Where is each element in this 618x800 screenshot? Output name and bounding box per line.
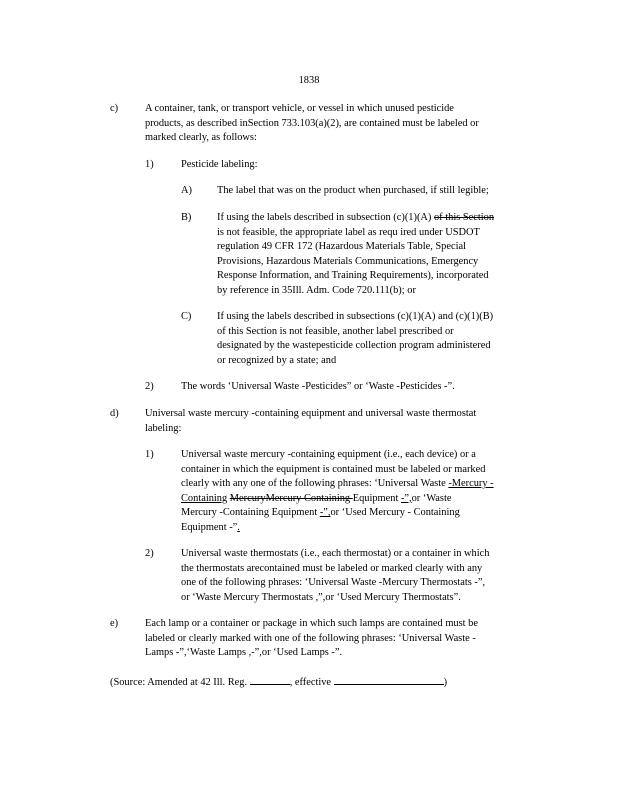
text-line: of this Section is not feasible, another label prescribed or	[217, 325, 454, 337]
text-line: Universal waste mercury -containing equipment (i.e., each device) or a	[181, 449, 476, 460]
text-line: designated by the wastepesticide collection program administered	[217, 340, 491, 352]
text-span: or ‘Used Mercury - Containing	[330, 507, 460, 519]
struck-text: of this Section	[433, 212, 495, 223]
text-line: products, as described inSection 733.103(a)(2), are contained must be labeled or	[145, 117, 479, 129]
text-line	[181, 521, 494, 536]
section-c1b-text	[217, 211, 523, 299]
text-span: or ‘Waste	[411, 492, 452, 504]
text-line: marked clearly, as follows:	[145, 132, 257, 144]
text-line: or recognized by a state; and	[217, 354, 337, 366]
section-d2-text	[181, 547, 489, 605]
struck-text: MercuryMercury Containing	[229, 492, 353, 504]
text-line: Provisions, Hazardous Materials Communications, Emergency	[217, 255, 479, 267]
text-span: Mercury -Containing Equipment	[181, 507, 320, 519]
section-d-label: d)	[110, 408, 119, 419]
section-d-intro	[145, 407, 476, 436]
text-line: by reference in 35Ill. Adm. Code 720.111(b); or	[217, 284, 416, 296]
text-span: Equipment	[352, 492, 401, 504]
text-line: container in which the equipment is contained must be labeled or marked	[181, 463, 486, 475]
text-line	[181, 492, 494, 507]
section-c1c-text	[217, 310, 523, 368]
text-span: Equipment -”	[181, 521, 238, 533]
source-mid: , effective	[289, 677, 332, 688]
underlined-text: -”,	[319, 507, 331, 519]
section-c1-text: Pesticide labeling:	[181, 159, 258, 170]
text-line: Universal waste mercury -containing equipment and universal waste thermostat	[145, 408, 477, 419]
underlined-text: -Mercury -	[448, 478, 494, 490]
text-line: the thermostats arecontained must be labeled or marked clearly with any	[181, 562, 483, 574]
source-note	[110, 673, 447, 691]
section-c1a-label: A)	[181, 185, 192, 196]
text-line: one of the following phrases: ‘Universal Waste -Mercury Thermostats -”,	[181, 577, 486, 589]
section-c2-text: The words ‘Universal Waste -Pesticides” or ‘Waste -Pesticides -”.	[181, 381, 455, 392]
section-d1-text	[181, 448, 494, 536]
section-c2-label: 2)	[145, 381, 154, 392]
underlined-text: Containing	[181, 492, 228, 504]
underlined-text: .	[237, 521, 240, 533]
section-c1a-text: The label that was on the product when purchased, if still legible;	[217, 185, 489, 196]
source-suffix: )	[443, 677, 448, 688]
page-number: 1838	[298, 75, 320, 86]
underlined-text: -”,	[400, 492, 412, 504]
reg-blank	[250, 673, 290, 685]
text-line	[181, 477, 494, 492]
text-span: clearly with any one of the following phrases: ‘Universal Waste	[181, 478, 449, 490]
text-line	[181, 506, 494, 521]
text-line: regulation 49 CFR 172 (Hazardous Materials Table, Special	[217, 241, 466, 253]
text-line: Response Information, and Training Requirements), incorporated	[217, 270, 489, 282]
text-line: Each lamp or a container or package in which such lamps are contained must be	[145, 618, 478, 629]
source-prefix: (Source: Amended at 42 Ill. Reg.	[110, 677, 248, 688]
section-c1-label: 1)	[145, 159, 154, 170]
text-line: or ‘Waste Mercury Thermostats ,”,or ‘Used Mercury Thermostats”.	[181, 591, 461, 603]
text-line: Lamps -”,‘Waste Lamps ,-”,or ‘Used Lamps -”.	[145, 647, 343, 659]
section-e-text	[145, 617, 478, 661]
section-c-intro	[145, 102, 531, 146]
section-c1b-label: B)	[181, 212, 192, 223]
text-line: labeling:	[145, 422, 182, 434]
text-line	[110, 673, 447, 691]
date-blank	[334, 673, 444, 685]
section-d2-label: 2)	[145, 548, 154, 559]
text-span: If using the labels described in subsection (c)(1)(A)	[217, 212, 434, 223]
text-line: is not feasible, the appropriate label as requ ired under USDOT	[217, 226, 480, 238]
section-e-label: e)	[110, 618, 119, 629]
text-line: A container, tank, or transport vehicle, or vessel in which unused pesticide	[145, 103, 454, 114]
section-c1c-label: C)	[181, 311, 192, 322]
text-line: If using the labels described in subsections (c)(1)(A) and (c)(1)(B)	[217, 311, 494, 322]
text-line: labeled or clearly marked with one of the following phrases: ‘Universal Waste -	[145, 632, 476, 644]
text-line: Universal waste thermostats (i.e., each thermostat) or a container in which	[181, 548, 490, 559]
section-d1-label: 1)	[145, 449, 154, 460]
text-line	[217, 211, 523, 226]
section-c-label: c)	[110, 103, 119, 114]
